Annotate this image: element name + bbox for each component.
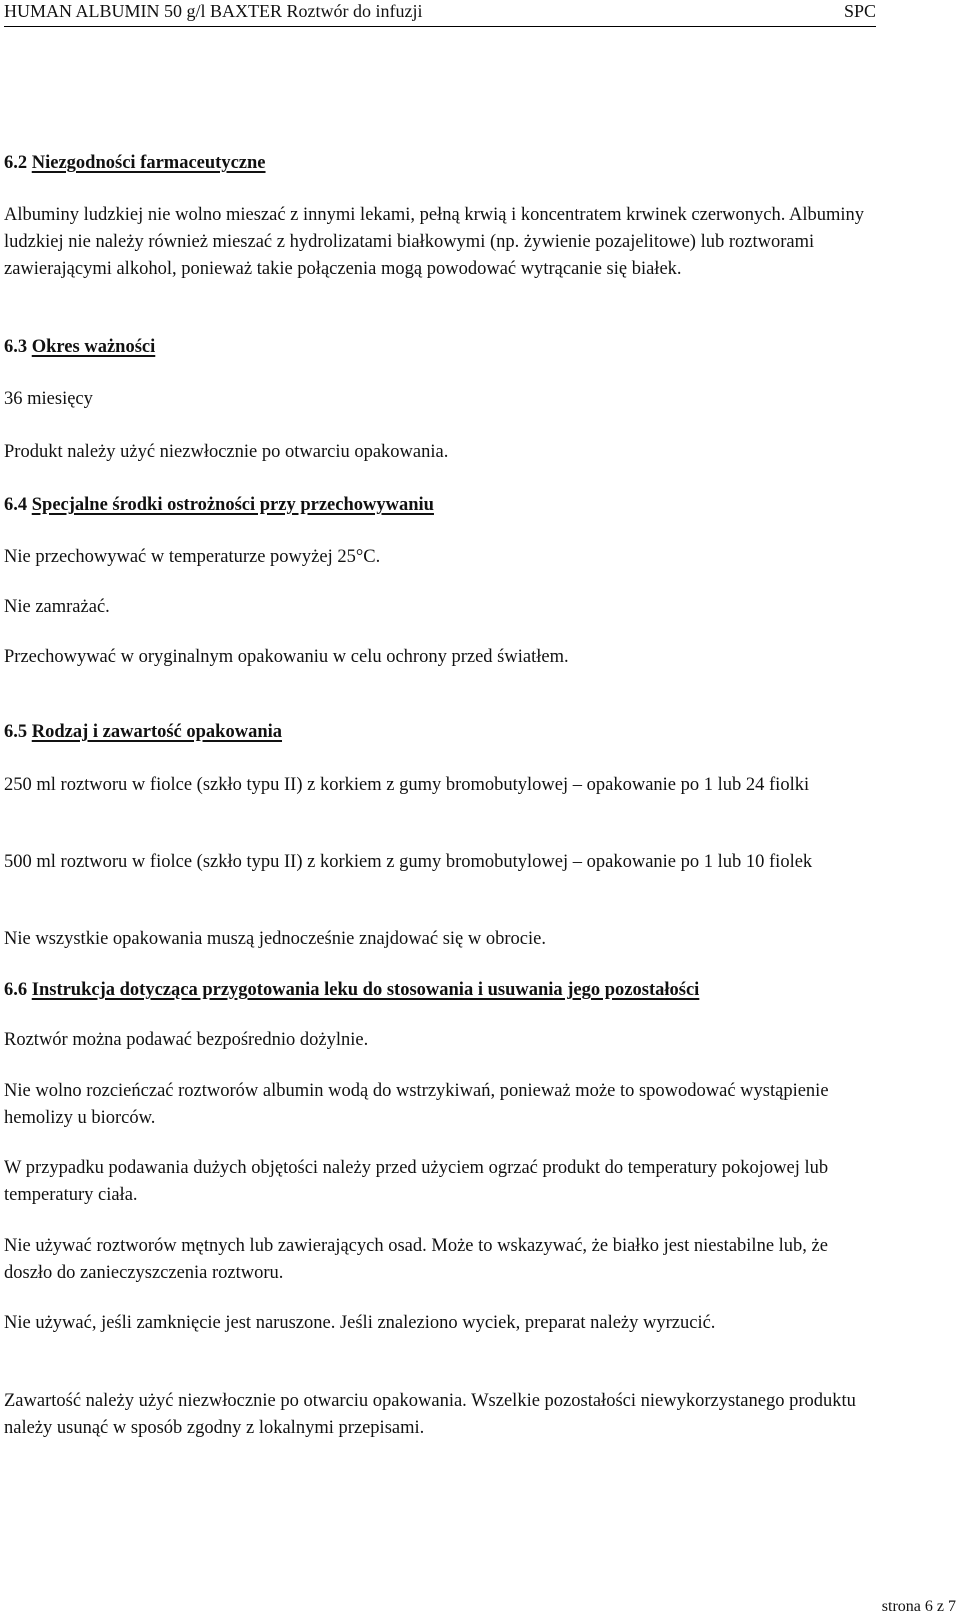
section-6-2-heading <box>4 150 880 177</box>
paragraph: 500 ml roztworu w fiolce (szkło typu II) z korkiem z gumy bromobutylowej – opakowanie po 1 lub 10 fiolek <box>4 852 813 872</box>
section-number: 6.3 <box>4 337 28 357</box>
package-500ml-paragraph <box>4 849 880 876</box>
turbidity-paragraph <box>4 1233 880 1287</box>
paragraph: Roztwór można podawać bezpośrednio dożylnie. <box>4 1030 369 1050</box>
section-title: Niezgodności farmaceutyczne <box>31 153 266 173</box>
paragraph: Zawartość należy użyć niezwłocznie po otwarciu opakowania. Wszelkie pozostałości niewykorzystanego produktu należy usunąć w sposób zgodny z lokalnymi przepisami. <box>4 1391 856 1438</box>
package-250ml-paragraph <box>4 772 880 799</box>
paragraph: Produkt należy użyć niezwłocznie po otwarciu opakowania. <box>4 442 449 462</box>
section-number: 6.4 <box>4 495 28 515</box>
paragraph: 250 ml roztworu w fiolce (szkło typu II) z korkiem z gumy bromobutylowej – opakowanie po 1 lub 24 fiolki <box>4 775 810 795</box>
section-6-2-paragraph <box>4 202 880 283</box>
section-number: 6.6 <box>4 980 28 1000</box>
seal-damage-paragraph <box>4 1310 880 1337</box>
page-number: strona 6 z 7 <box>881 1598 956 1615</box>
disposal-paragraph <box>4 1388 880 1442</box>
page-header <box>4 0 876 27</box>
document-title: HUMAN ALBUMIN 50 g/l BAXTER Roztwór do infuzji <box>4 1 423 21</box>
paragraph: Nie wolno rozcieńczać roztworów albumin wodą do wstrzykiwań, ponieważ może to spowodować wystąpienie hemolizy u biorców. <box>4 1081 829 1128</box>
section-title: Specjalne środki ostrożności przy przechowywaniu <box>31 495 434 515</box>
section-number: 6.2 <box>4 153 28 173</box>
section-title: Okres ważności <box>31 337 156 357</box>
storage-light-paragraph <box>4 644 880 671</box>
storage-freeze-paragraph <box>4 594 880 621</box>
administration-paragraph <box>4 1027 880 1054</box>
dilution-warning-paragraph <box>4 1078 880 1132</box>
paragraph: Nie używać, jeśli zamknięcie jest naruszone. Jeśli znaleziono wyciek, preparat należy wyrzucić. <box>4 1313 716 1333</box>
paragraph: Nie zamrażać. <box>4 597 110 617</box>
section-6-3-heading <box>4 334 880 361</box>
package-note-paragraph <box>4 926 880 953</box>
section-6-6-heading <box>4 977 880 1004</box>
warming-paragraph <box>4 1155 880 1209</box>
section-6-4-heading <box>4 492 880 519</box>
paragraph: Przechowywać w oryginalnym opakowaniu w celu ochrony przed światłem. <box>4 647 569 667</box>
section-title: Instrukcja dotycząca przygotowania leku do stosowania i usuwania jego pozostałości <box>31 980 700 1000</box>
paragraph: Albuminy ludzkiej nie wolno mieszać z innymi lekami, pełną krwią i koncentratem krwinek czerwonych. Albuminy ludzkiej nie należy również mieszać z hydrolizatami białkowymi (np. żywienie pozajelitowe) lub roztworami zawierającymi alkohol, ponieważ takie połączenia mogą powodować wytrącanie się białek. <box>4 205 865 279</box>
storage-temperature-paragraph <box>4 544 880 571</box>
paragraph: 36 miesięcy <box>4 389 93 409</box>
section-title: Rodzaj i zawartość opakowania <box>31 722 283 742</box>
shelf-life-note-paragraph <box>4 439 880 466</box>
section-6-5-heading <box>4 719 880 746</box>
section-number: 6.5 <box>4 722 28 742</box>
shelf-life-paragraph <box>4 386 880 413</box>
paragraph: W przypadku podawania dużych objętości należy przed użyciem ogrzać produkt do temperatury pokojowej lub temperatury ciała. <box>4 1158 829 1205</box>
paragraph: Nie przechowywać w temperaturze powyżej 25°C. <box>4 547 381 567</box>
document-type: SPC <box>843 1 876 21</box>
paragraph: Nie wszystkie opakowania muszą jednocześnie znajdować się w obrocie. <box>4 929 546 949</box>
paragraph: Nie używać roztworów mętnych lub zawierających osad. Może to wskazywać, że białko jest niestabilne lub, że doszło do zanieczyszczenia roztworu. <box>4 1236 828 1283</box>
